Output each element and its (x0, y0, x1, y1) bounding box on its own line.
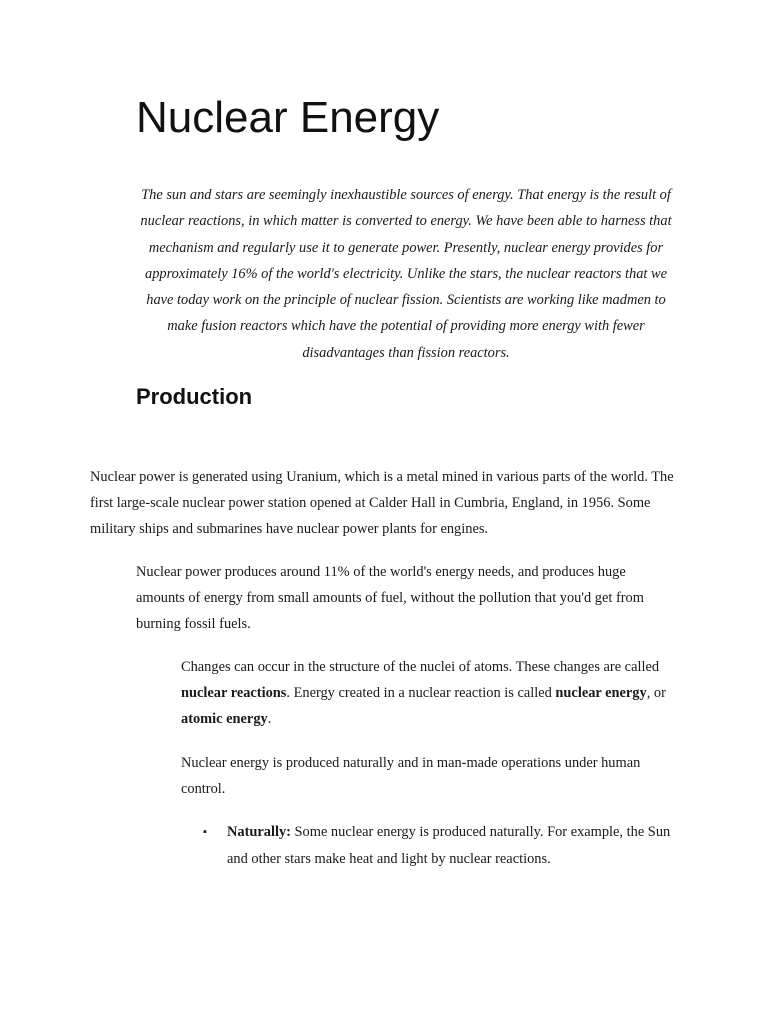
bullet-text: Some nuclear energy is produced naturally. For example, the Sun and other stars make heat and light by nuclear reactions. (227, 824, 671, 867)
paragraph-natural-man-made: Nuclear energy is produced naturally and in man-made operations under human control. (181, 755, 641, 797)
text-segment: . (267, 711, 272, 727)
paragraph-energy-needs: Nuclear power produces around 11% of the world's energy needs, and produces huge amounts of energy from small amounts of fuel, without the pollution that you'd get from burning fossil fuels. (136, 564, 644, 632)
term-nuclear-reactions: nuclear reactions (181, 685, 287, 701)
bullet-square-icon: ▪ (203, 826, 207, 838)
text-segment: , or (646, 685, 666, 701)
text-segment: . Energy created in a nuclear reaction is called (286, 685, 556, 701)
bullet-list (203, 819, 673, 872)
section-heading-production: Production (136, 384, 253, 409)
paragraph-uranium: Nuclear power is generated using Uranium, which is a metal mined in various parts of the world. The first large-scale nuclear power station opened at Calder Hall in Cumbria, England, in 1956. Some military ships and submarines have nuclear power plants for engines. (90, 469, 674, 537)
page-title: Nuclear Energy (136, 93, 440, 142)
paragraph-nuclear-reactions (181, 654, 681, 732)
text-segment: Changes can occur in the structure of the nuclei of atoms. These changes are called (181, 659, 660, 675)
bullet-label: Naturally: (227, 824, 291, 840)
term-atomic-energy: atomic energy (181, 711, 268, 727)
term-nuclear-energy: nuclear energy (555, 685, 647, 701)
list-item (203, 819, 673, 872)
intro-paragraph: The sun and stars are seemingly inexhaustible sources of energy. That energy is the result of nuclear reactions, in which matter is converted to energy. We have been able to harness that mechanism and regularly use it to generate power. Presently, nuclear energy provides for approximately 16% of the world's electricity. Unlike the stars, the nuclear reactors that we have today work on the principle of nuclear fission. Scientists are working like madmen to make fusion reactors which have the potential of providing more energy with fewer disadvantages than fission reactors. (140, 187, 672, 361)
